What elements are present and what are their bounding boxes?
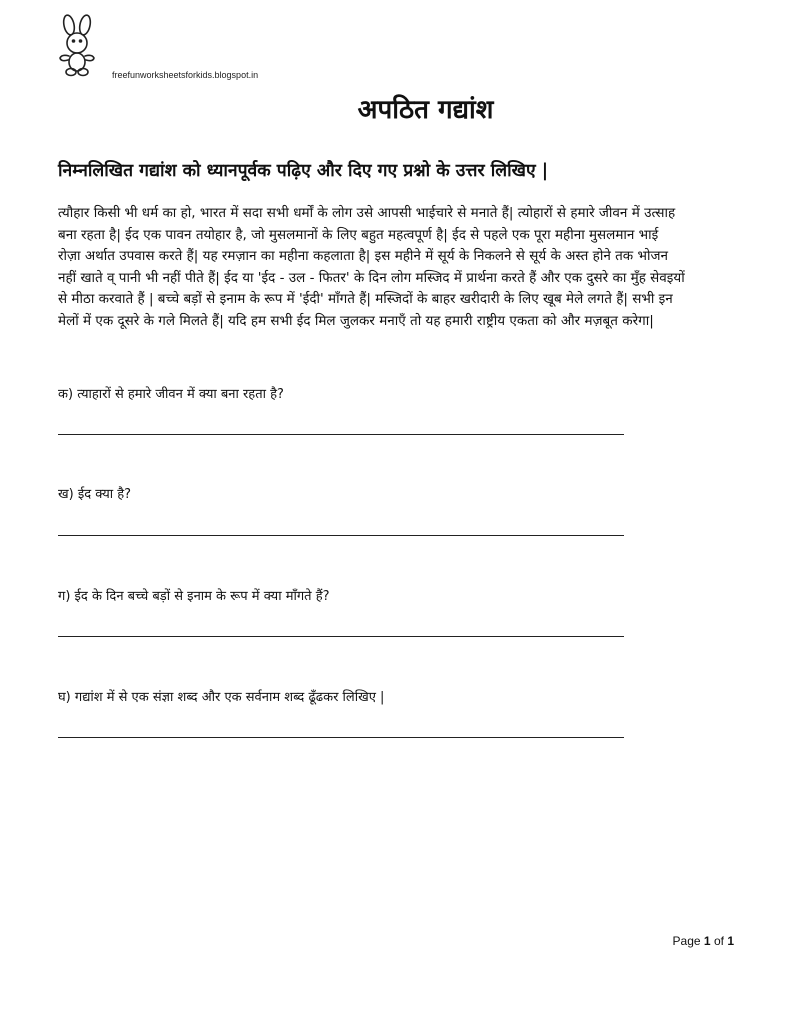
instruction-heading: निम्नलिखित गद्यांश को ध्यानपूर्वक पढ़िए और दिए गए प्रश्नो के उत्तर लिखिए | xyxy=(58,161,549,181)
passage-line: त्यौहार किसी भी धर्म का हो, भारत में सदा सभी धर्मों के लोग उसे आपसी भाईचारे से मनाते हैं| त्योहारों से हमारे जीवन में उत्साह xyxy=(58,205,676,221)
answer-line-2[interactable] xyxy=(58,535,624,536)
current-page: 1 xyxy=(703,934,711,948)
page-number xyxy=(673,934,734,948)
passage xyxy=(58,203,734,333)
site-url: freefunworksheetsforkids.blogspot.in xyxy=(112,70,259,80)
passage-line: से मीठा करवाते हैं | बच्चे बड़ों से इनाम के रूप में 'ईदी' माँगते हैं| मस्जिदों के बाहर खरीदारी के लिए खूब मेले लगते हैं| सभी इन xyxy=(58,291,673,308)
answer-line-4[interactable] xyxy=(58,737,624,738)
question-1: क) त्याहारों से हमारे जीवन में क्या बना रहता है? xyxy=(58,387,284,402)
answer-line-3[interactable] xyxy=(58,636,624,637)
of-word: of xyxy=(713,934,724,948)
passage-line: मेलों में एक दूसरे के गले मिलते हैं| यदि हम सभी ईद मिल जुलकर मनाएँ तो यह हमारी राष्ट्रीय एकता को और मज़बूत करेगा| xyxy=(58,312,654,329)
bunny-icon xyxy=(52,14,112,78)
passage-line: रोज़ा अर्थात उपवास करते हैं| यह रमज़ान का महीना कहलाता है| इस महीने में सूर्य के निकलने से सूर्य के अस्त होने तक भोजन xyxy=(58,248,668,265)
bunny-logo xyxy=(52,14,112,78)
question-2: ख) ईद क्या है? xyxy=(58,487,132,502)
passage-line: नहीं खाते व् पानी भी नहीं पीते हैं| ईद या 'ईद - उल - फितर' के दिन लोग मस्जिद में प्रार्थना करते हैं और एक दुसरे का मुँह सेवइयों xyxy=(58,269,685,286)
page-word: Page xyxy=(672,934,701,948)
total-pages: 1 xyxy=(727,934,734,948)
question-4: घ) गद्यांश में से एक संज्ञा शब्द और एक सर्वनाम शब्द ढूँढकर लिखिए | xyxy=(58,690,385,705)
answer-line-1[interactable] xyxy=(58,434,624,435)
passage-line: बना रहता है| ईद एक पावन तयोहार है, जो मुसलमानों के लिए बहुत महत्वपूर्ण है| ईद से पहले एक पूरा महीना मुसलमान भाई xyxy=(58,226,659,243)
page-title: अपठित गद्यांश xyxy=(357,95,494,125)
question-3: ग) ईद के दिन बच्चे बड़ों से इनाम के रूप में क्या माँगते हैं? xyxy=(58,589,330,604)
